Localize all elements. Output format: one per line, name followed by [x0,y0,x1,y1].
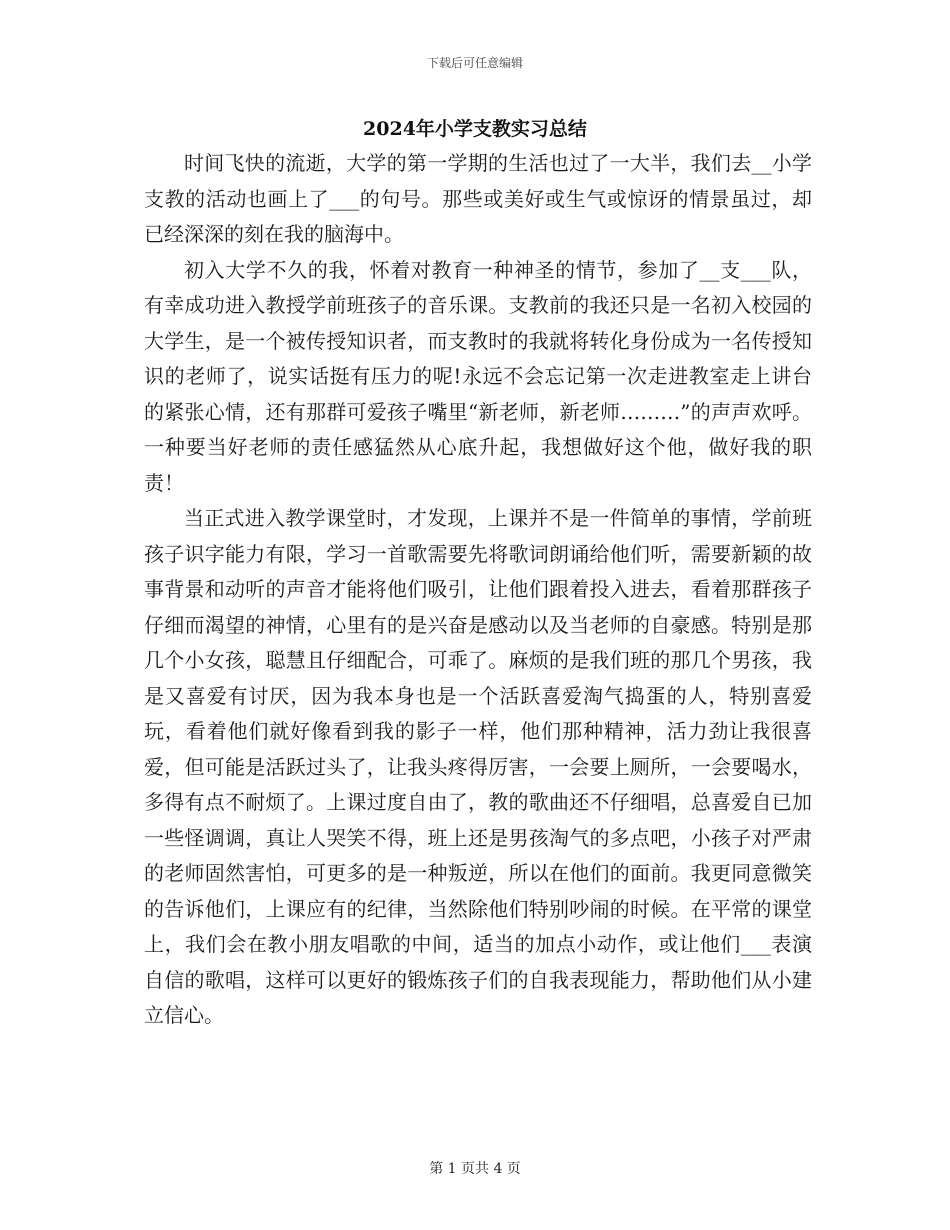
document-title: 2024年小学支教实习总结 [363,118,587,140]
page-header-note: 下载后可任意编辑 [426,56,523,70]
paragraph-2: 初入大学不久的我，怀着对教育一种神圣的情节，参加了__支___队，有幸成功进入教授学前班孩子的音乐课。支教前的我还只是一名初入校园的大学生，是一个被传授知识者，而支教时的我就将转化身份成为一名传授知识的老师了，说实话挺有压力的呢!永远不会忘记第一次走进教室走上讲台的紧张心情，还有那群可爱孩子嘴里“新老师，新老师………”的声声欢呼。一种要当好老师的责任感猛然从心底升起，我想做好这个他，做好我的职责！ [144,257,812,495]
document-body [144,146,812,1034]
paragraph-3: 当正式进入教学课堂时，才发现，上课并不是一件简单的事情，学前班孩子识字能力有限，学习一首歌需要先将歌词朗诵给他们听，需要新颖的故事背景和动听的声音才能将他们吸引，让他们跟着投入进去，看着那群孩子仔细而渴望的神情，心里有的是兴奋是感动以及当老师的自豪感。特别是那几个小女孩，聪慧且仔细配合，可乖了。麻烦的是我们班的那几个男孩，我是又喜爱有讨厌，因为我本身也是一个活跃喜爱淘气捣蛋的人，特别喜爱玩，看着他们就好像看到我的影子一样，他们那种精神，活力劲让我很喜爱，但可能是活跃过头了，让我头疼得厉害，一会要上厕所，一会要喝水，多得有点不耐烦了。上课过度自由了，教的歌曲还不仔细唱，总喜爱自已加一些怪调调，真让人哭笑不得，班上还是男孩淘气的多点吧，小孩子对严肃的老师固然害怕，可更多的是一种叛逆，所以在他们的面前。我更同意微笑的告诉他们，上课应有的纪律，当然除他们特别吵闹的时候。在平常的课堂上，我们会在教小朋友唱歌的中间，适当的加点小动作，或让他们___表演自信的歌唱，这样可以更好的锻炼孩子们的自我表现能力，帮助他们从小建立信心。 [144,506,812,1027]
paragraph-1: 时间飞快的流逝，大学的第一学期的生活也过了一大半，我们去__小学支教的活动也画上了___的句号。那些或美好或生气或惊讶的情景虽过，却已经深深的刻在我的脑海中。 [144,151,812,246]
page-number: 第 1 页共 4 页 [429,1161,521,1177]
